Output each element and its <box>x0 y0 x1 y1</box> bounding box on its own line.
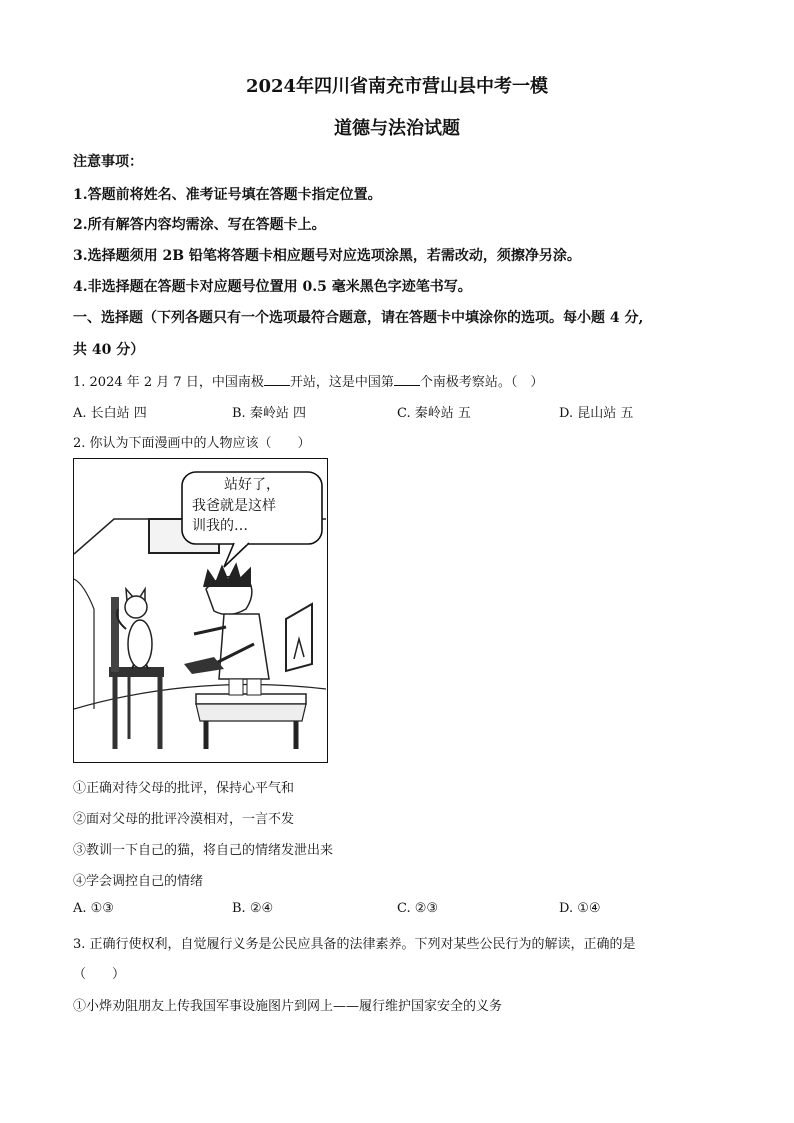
question-1-stem <box>73 371 543 390</box>
cartoon-illustration <box>73 458 328 763</box>
speech-text-2: 我爸就是这样 <box>192 498 276 514</box>
question-1-text-a: 1. 2024 年 2 月 7 日，中国南极 <box>73 375 264 390</box>
question-2-option-a: A. ①③ <box>73 901 114 916</box>
notice-item-3: 3.选择题须用 2B 铅笔将答题卡相应题号对应选项涂黑，若需改动，须擦净另涂。 <box>73 248 581 264</box>
question-2-statement-4: ④学会调控自己的情绪 <box>73 874 204 889</box>
question-2-statement-3: ③教训一下自己的猫，将自己的情绪发泄出来 <box>73 843 334 858</box>
question-1-option-a: A. 长白站 四 <box>73 406 147 421</box>
notice-item-4: 4.非选择题在答题卡对应题号位置用 0.5 毫米黑色字迹笔书写。 <box>73 279 472 295</box>
question-2-option-c: C. ②③ <box>397 901 439 916</box>
question-2-option-b: B. ②④ <box>232 901 274 916</box>
cartoon-drawing <box>74 459 326 761</box>
notice-heading: 注意事项： <box>73 154 143 170</box>
speech-text-1: 站好了， <box>224 477 280 493</box>
exam-subtitle: 道德与法治试题 <box>334 118 460 139</box>
question-1-text-b: 开站，这是中国第 <box>289 375 394 390</box>
question-1-option-d: D. 昆山站 五 <box>559 406 634 421</box>
question-2-stem: 2. 你认为下面漫画中的人物应该（ ） <box>73 436 311 451</box>
speech-text-3: 训我的… <box>192 518 248 534</box>
section-heading-line1: 一、选择题（下列各题只有一个选项最符合题意，请在答题卡中填涂你的选项。每小题 4 分, <box>73 310 644 326</box>
answer-blank <box>264 373 290 386</box>
question-1-option-c: C. 秦岭站 五 <box>397 406 471 421</box>
question-3-statement-1: ①小烨劝阻朋友上传我国军事设施图片到网上——履行维护国家安全的义务 <box>73 999 503 1014</box>
question-3-stem: 3. 正确行使权利，自觉履行义务是公民应具备的法律素养。下列对某些公民行为的解读，正确的是 <box>73 937 636 952</box>
question-1-text-c: 个南极考察站。（ ） <box>419 375 544 390</box>
question-3-paren: （ ） <box>73 967 126 982</box>
question-1-option-b: B. 秦岭站 四 <box>232 406 306 421</box>
question-2-statement-1: ①正确对待父母的批评，保持心平气和 <box>73 781 295 796</box>
question-2-statement-2: ②面对父母的批评冷漠相对，一言不发 <box>73 812 295 827</box>
section-heading-line2: 共 40 分） <box>73 342 145 358</box>
notice-item-1: 1.答题前将姓名、准考证号填在答题卡指定位置。 <box>73 187 382 203</box>
notice-item-2: 2.所有解答内容均需涂、写在答题卡上。 <box>73 217 326 233</box>
answer-blank <box>394 373 420 386</box>
question-2-option-d: D. ①④ <box>559 901 601 916</box>
exam-title: 2024年四川省南充市营山县中考一模 <box>245 76 549 97</box>
